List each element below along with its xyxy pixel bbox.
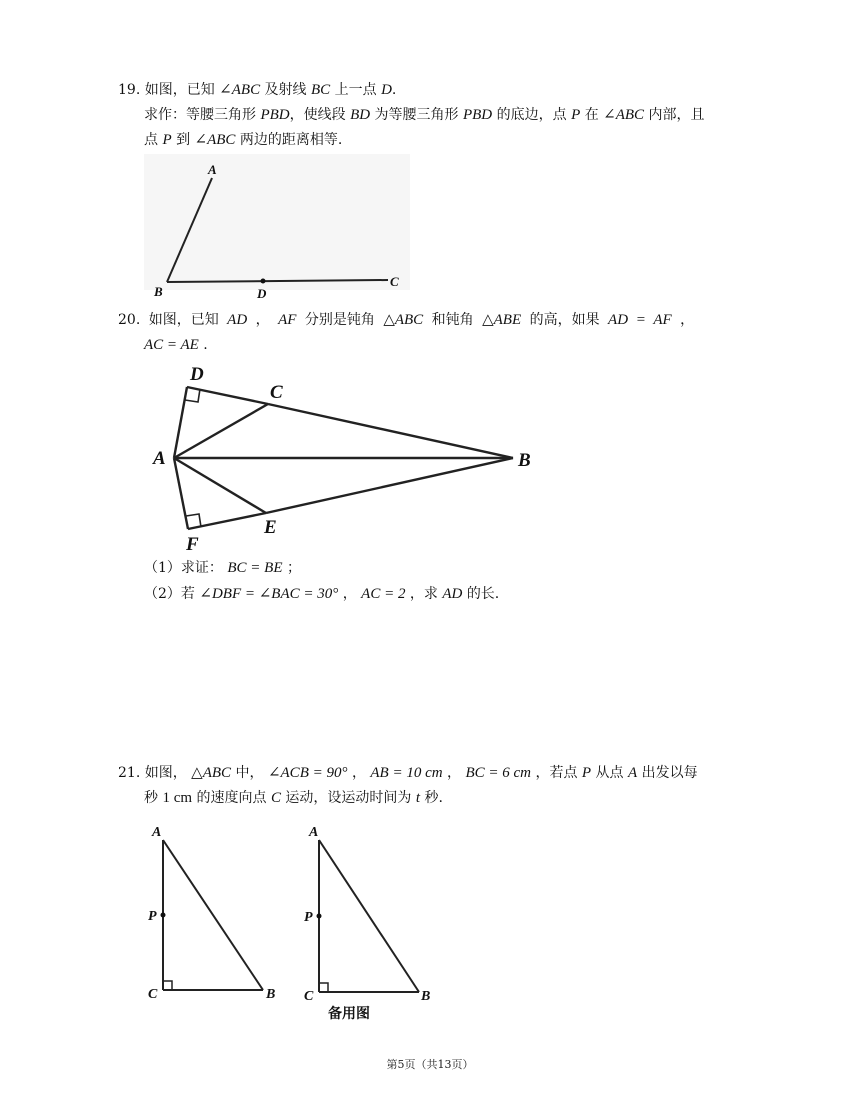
- q21-text: ，: [351, 765, 366, 781]
- segment-ad: [174, 387, 187, 458]
- q19-number: 19.: [118, 82, 141, 98]
- label-d: D: [257, 286, 267, 301]
- label-b: B: [266, 987, 276, 1002]
- q20-equation: BC = BE: [227, 560, 283, 576]
- q20-triangle: △ABE: [482, 312, 522, 328]
- q21-length: AB = 10 cm: [370, 765, 443, 781]
- q19-line-1: 19. 如图，已知 ∠ABC 及射线 BC 上一点 D.: [118, 82, 397, 98]
- q21-number: 21.: [118, 765, 141, 781]
- q20-text: ，: [255, 312, 270, 328]
- label-a: A: [309, 825, 319, 840]
- segment-eb: [266, 458, 513, 513]
- q21-point: P: [581, 765, 592, 781]
- q20-part-label: （1）求证：: [144, 560, 223, 576]
- label-a: A: [152, 825, 162, 840]
- right-angle-c: [319, 983, 328, 992]
- q20-triangle: △ABC: [383, 312, 424, 328]
- q19-figure: [140, 150, 420, 310]
- q21-length: BC = 6 cm: [465, 765, 532, 781]
- q21-text: ，若点: [535, 765, 578, 781]
- q19-point: D: [381, 82, 392, 98]
- q21-text: 如图，: [144, 765, 187, 781]
- segment-ab: [163, 840, 263, 990]
- q20-equation: AC = 2: [361, 586, 406, 602]
- q21-line-1: [118, 763, 698, 783]
- q21-angle: ∠ACB = 90°: [267, 765, 348, 781]
- segment-ab: [319, 840, 419, 992]
- q21-speed: 1 cm: [162, 790, 193, 806]
- q20-text: .: [203, 337, 208, 353]
- q20-line-2: [144, 335, 208, 355]
- q19-text: 的底边，点: [496, 107, 567, 123]
- figure-caption: 备用图: [328, 1006, 370, 1022]
- figure-background: [144, 154, 410, 290]
- q19-text: 在: [584, 107, 599, 123]
- q19-triangle: PBD: [260, 107, 290, 123]
- q19-segment: BD: [350, 107, 371, 123]
- segment-cb: [268, 404, 513, 458]
- label-c: C: [148, 987, 158, 1002]
- q19-text: ，使线段: [289, 107, 346, 123]
- q21-time: t: [415, 790, 421, 806]
- q21-triangle: △ABC: [191, 765, 232, 781]
- segment-ae: [174, 458, 266, 513]
- q21-text: 秒.: [424, 790, 443, 806]
- q21-point: A: [628, 765, 638, 781]
- label-c: C: [390, 274, 399, 289]
- label-c: C: [304, 989, 314, 1004]
- q20-part-1: [144, 558, 301, 578]
- q21-line-2: [144, 788, 443, 808]
- right-angle-c: [163, 981, 172, 990]
- q21-text: 的速度向点: [196, 790, 267, 806]
- q20-part-label: （2）若: [144, 586, 195, 602]
- label-d: D: [190, 364, 204, 385]
- q19-text: 上一点: [334, 82, 377, 98]
- point-p: [317, 914, 322, 919]
- q20-ad: AD: [227, 312, 248, 328]
- q19-text: 及射线: [264, 82, 307, 98]
- q21-text: 运动，设运动时间为: [285, 790, 412, 806]
- q19-angle: ∠ABC: [219, 82, 261, 98]
- q20-equation: ∠DBF = ∠BAC = 30°: [199, 586, 339, 602]
- q21-text: 秒: [144, 790, 158, 806]
- label-a: A: [153, 448, 166, 469]
- point-p: [161, 913, 166, 918]
- q20-text: ，: [680, 312, 695, 328]
- q20-af: AF: [278, 312, 297, 328]
- q21-text: ，: [447, 765, 462, 781]
- q20-equation: AD = AF: [608, 312, 672, 328]
- q19-text: 到: [176, 132, 191, 148]
- q20-text: 的高，如果: [529, 312, 600, 328]
- label-e: E: [264, 517, 277, 538]
- q20-figure: [148, 358, 548, 553]
- q19-angle: ∠ABC: [603, 107, 645, 123]
- q19-line-2: [144, 105, 705, 125]
- q20-text: ；: [286, 560, 301, 576]
- q21-text: 出发以每: [641, 765, 698, 781]
- q20-text: 和钝角: [431, 312, 474, 328]
- q19-text: 如图，已知: [144, 82, 215, 98]
- label-c: C: [270, 382, 283, 403]
- q19-ray: BC: [310, 82, 331, 98]
- label-b: B: [154, 284, 163, 299]
- q20-part-2: [144, 584, 499, 604]
- q19-text: 内部，且: [648, 107, 705, 123]
- q20-number: 20.: [118, 312, 141, 328]
- label-b: B: [421, 989, 431, 1004]
- q19-text: 为等腰三角形: [374, 107, 459, 123]
- q20-text: 的长.: [466, 586, 500, 602]
- q19-line-3: [144, 130, 342, 150]
- point-d: [261, 279, 266, 284]
- label-p: P: [148, 909, 157, 924]
- q21-text: 从点: [595, 765, 624, 781]
- q19-angle: ∠ABC: [194, 132, 236, 148]
- q21-figure-2: [302, 820, 447, 1025]
- q20-text: ，求: [409, 586, 438, 602]
- page-footer: 第5页（共13页）: [386, 1058, 474, 1071]
- q19-point: P: [571, 107, 581, 123]
- segment-ac: [174, 404, 268, 458]
- label-p: P: [304, 910, 313, 925]
- segment-af: [174, 458, 188, 529]
- q19-text: 求作：等腰三角形: [144, 107, 256, 123]
- q20-text: 如图，已知: [148, 312, 219, 328]
- q21-figure-1: [142, 820, 287, 1005]
- q20-line-1: [118, 310, 694, 330]
- q20-text: 分别是钝角: [304, 312, 375, 328]
- q20-text: ，: [342, 586, 357, 602]
- q21-point: C: [270, 790, 281, 806]
- q19-text: 点: [144, 132, 158, 148]
- q19-point: P: [162, 132, 172, 148]
- q19-triangle: PBD: [462, 107, 493, 123]
- q20-ad: AD: [442, 586, 463, 602]
- q19-text: 两边的距离相等.: [239, 132, 343, 148]
- label-b: B: [518, 450, 531, 471]
- label-f: F: [186, 534, 199, 555]
- q20-equation: AC = AE: [144, 337, 199, 353]
- q21-text: 中，: [235, 765, 264, 781]
- label-a: A: [208, 162, 217, 177]
